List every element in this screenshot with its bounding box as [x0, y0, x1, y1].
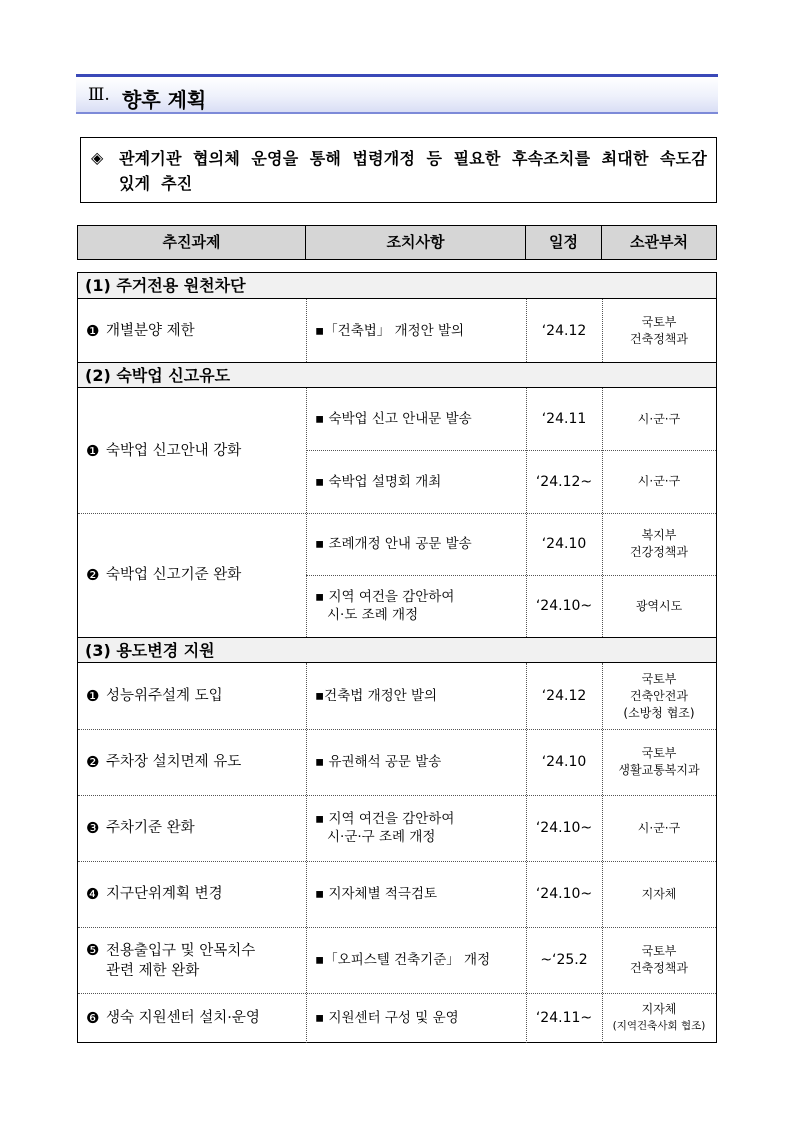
group-title: (1) 주거전용 원천차단 — [78, 273, 716, 299]
task-label: 지구단위계획 변경 — [106, 886, 223, 902]
schedule-cell: ‘24.11~ — [535, 1010, 593, 1026]
task-cell — [78, 513, 306, 637]
schedule-cell: ‘24.12 — [541, 322, 587, 339]
header-task: 추진과제 — [78, 226, 306, 259]
department-line: 국토부 — [641, 746, 677, 760]
action-cell: ▪건축법 개정안 발의 — [315, 688, 438, 704]
schedule-cell: ‘24.10~ — [535, 598, 593, 614]
department-line: (지역건축사회 협조) — [612, 1020, 706, 1032]
action-cell: ▪「건축법」 개정안 발의 — [315, 322, 465, 339]
department-line: 생활교통복지과 — [618, 763, 700, 777]
department-line: 국토부 — [641, 944, 677, 958]
action-cell: ▪ 지원센터 구성 및 운영 — [315, 1010, 459, 1026]
action-cell — [306, 795, 526, 861]
header-action: 조치사항 — [306, 226, 526, 259]
task-label: 주차기준 완화 — [106, 820, 195, 836]
table-header — [77, 225, 717, 260]
section-title: 향후 계획 — [122, 88, 207, 112]
task-label: 주차장 설치면제 유도 — [106, 754, 242, 770]
task-cell — [78, 729, 306, 795]
diamond-bullet-icon: ◈ — [91, 148, 104, 167]
task-label: 전용출입구 및 안목치수 — [106, 942, 256, 959]
action-cell — [306, 575, 526, 637]
summary-box — [80, 137, 717, 203]
group-title: (3) 용도변경 지원 — [78, 637, 716, 663]
department-cell — [602, 993, 716, 1043]
schedule-cell: ‘24.10~ — [535, 886, 593, 902]
department-line: 지자체 — [641, 1002, 677, 1016]
task-cell — [78, 663, 306, 729]
action-cell: ▪「오피스텔 건축기준」 개정 — [315, 952, 491, 968]
plan-table — [77, 272, 717, 1043]
task-cell — [78, 299, 306, 362]
schedule-cell: ‘24.12 — [541, 688, 587, 704]
number-badge-icon: ❶ — [86, 441, 100, 460]
action-line: 시·군·구 조례 개정 — [327, 829, 436, 845]
task-label: 생숙 지원센터 설치·운영 — [106, 1010, 260, 1026]
task-label: 성능위주설계 도입 — [106, 688, 223, 704]
number-badge-icon: ❸ — [86, 819, 100, 837]
schedule-cell: ‘24.12~ — [535, 473, 593, 490]
department-cell: 지자체 — [641, 886, 677, 901]
section-heading — [76, 74, 718, 114]
action-line: 시·도 조례 개정 — [327, 607, 419, 623]
task-cell — [78, 861, 306, 927]
department-cell: 시·군·구 — [637, 411, 681, 426]
action-cell: ▪ 유권해석 공문 발송 — [315, 754, 442, 770]
action-cell: ▪ 지자체별 적극검토 — [315, 886, 438, 902]
task-cell — [78, 993, 306, 1043]
action-cell: ▪ 숙박업 신고 안내문 발송 — [315, 411, 472, 427]
department-cell — [602, 513, 716, 575]
department-cell: 시·군·구 — [637, 820, 681, 835]
schedule-cell: ‘24.10 — [541, 536, 587, 552]
number-badge-icon: ❺ — [86, 940, 100, 959]
number-badge-icon: ❹ — [86, 885, 100, 903]
department-line: 건축안전과 — [630, 688, 688, 703]
action-line: ▪ 지역 여건을 감안하여 — [315, 811, 455, 827]
group-title: (2) 숙박업 신고유도 — [78, 362, 716, 388]
department-cell — [602, 663, 716, 729]
task-cell — [78, 795, 306, 861]
department-cell — [602, 299, 716, 362]
number-badge-icon: ❷ — [86, 566, 100, 584]
header-schedule: 일정 — [526, 226, 602, 259]
department-line: 건강정책과 — [630, 545, 688, 559]
schedule-cell: ~‘25.2 — [540, 952, 588, 968]
department-cell: 광역시도 — [635, 598, 683, 613]
action-cell: ▪ 조례개정 안내 공문 발송 — [315, 536, 472, 552]
task-label: 숙박업 신고기준 완화 — [106, 567, 242, 583]
department-line: 건축정책과 — [630, 961, 688, 975]
task-cell — [78, 927, 306, 993]
action-line: ▪ 지역 여건을 감안하여 — [315, 589, 455, 605]
action-cell: ▪ 숙박업 설명회 개최 — [315, 473, 442, 490]
task-label: 숙박업 신고안내 강화 — [106, 442, 242, 459]
summary-text: 관계기관 협의체 운영을 통해 법령개정 등 필요한 후속조치를 최대한 속도감 있게 추진 — [119, 149, 707, 193]
task-cell — [78, 388, 306, 513]
department-cell — [602, 927, 716, 993]
number-badge-icon: ❶ — [86, 321, 100, 340]
header-department: 소관부처 — [630, 233, 688, 251]
section-number: Ⅲ. — [88, 85, 110, 105]
task-label-line2: 관련 제한 완화 — [106, 962, 200, 979]
schedule-cell: ‘24.11 — [541, 411, 587, 427]
department-line: (소방청 협조) — [623, 705, 695, 720]
task-label: 개별분양 제한 — [106, 322, 195, 339]
department-line: 복지부 — [641, 528, 677, 542]
number-badge-icon: ❷ — [86, 753, 100, 771]
department-cell — [602, 729, 716, 795]
department-line: 건축정책과 — [630, 331, 688, 346]
number-badge-icon: ❻ — [86, 1009, 100, 1027]
number-badge-icon: ❶ — [86, 687, 100, 705]
schedule-cell: ‘24.10~ — [535, 820, 593, 836]
department-line: 국토부 — [641, 314, 677, 329]
schedule-cell: ‘24.10 — [541, 754, 587, 770]
department-cell: 시·군·구 — [637, 474, 681, 488]
department-line: 국토부 — [641, 671, 677, 686]
